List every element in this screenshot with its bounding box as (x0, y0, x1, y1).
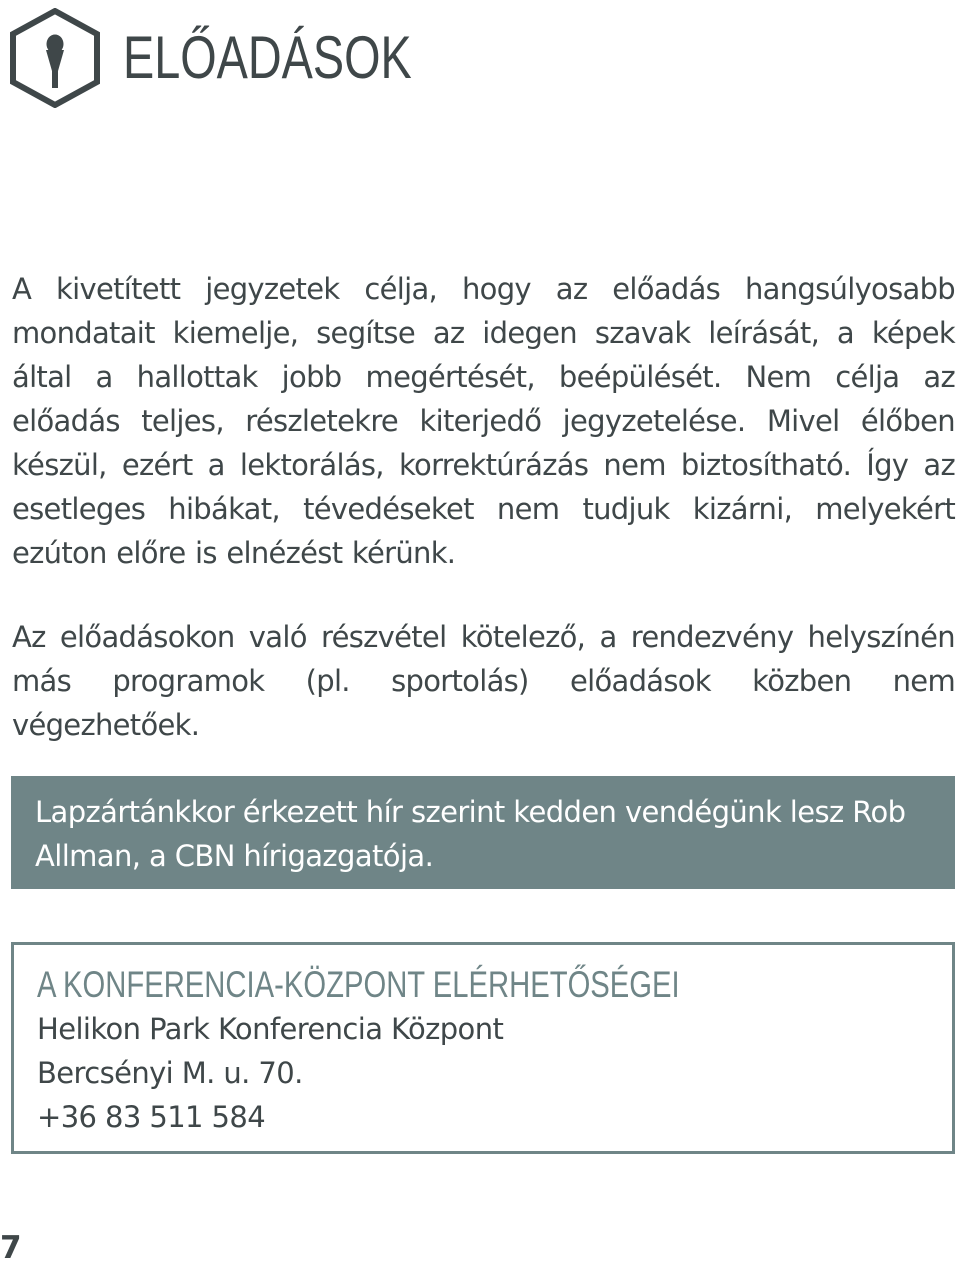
microphone-icon (9, 8, 101, 108)
page-number: 7 (0, 1230, 22, 1266)
intro-paragraph: A kivetített jegyzetek célja, hogy az előadás hangsúlyosabb mondatait kiemelje, segítse az idegen szavak leírását, a képek által a hallottak jobb megértését, beépülését. Nem célja az előadás teljes, részletekre kiterjedő jegyzetelése. Mivel élőben készül, ezért a lektorálás, korrektúrázás nem biztosítható. Így az esetleges hibákat, tévedéseket nem tudjuk kizárni, melyekért ezúton előre is elnézést kérünk. (12, 272, 955, 570)
contact-title: A KONFERENCIA-KÖZPONT ELÉRHETŐSÉGEI (37, 964, 680, 1005)
contact-address: Bercsényi M. u. 70. (37, 1056, 303, 1090)
news-highlight-text: Lapzártánkkor érkezett hír szerint kedden vendégünk lesz Rob Allman, a CBN hírigazgatója. (35, 795, 906, 873)
contact-venue-name: Helikon Park Konferencia Központ (37, 1012, 504, 1046)
contact-phone: +36 83 511 584 (37, 1100, 266, 1134)
contact-box (11, 942, 955, 1154)
page-header (9, 8, 493, 108)
news-highlight-box (11, 776, 955, 889)
page-title: ELŐADÁSOK (123, 24, 412, 91)
attendance-paragraph: Az előadásokon való részvétel kötelező, a rendezvény helyszínén más programok (pl. sportolás) előadások közben nem végezhetőek. (12, 620, 955, 742)
